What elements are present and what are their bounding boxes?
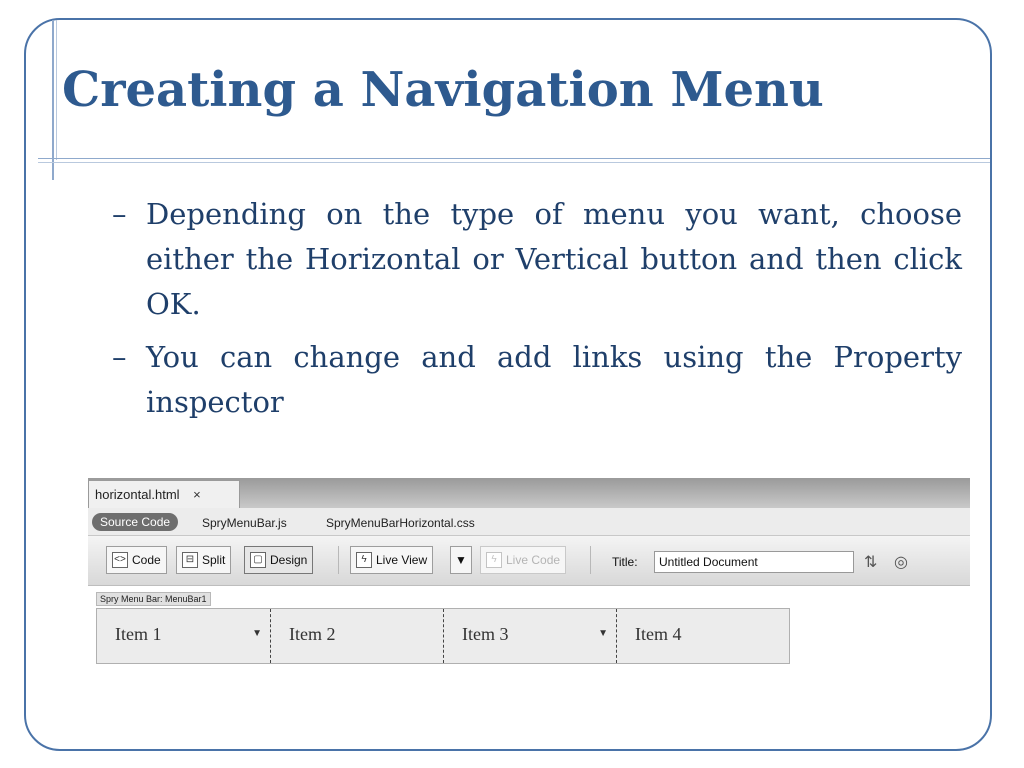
submenu-arrow-icon: ▼ — [598, 628, 608, 639]
document-tab[interactable] — [88, 480, 240, 508]
close-icon[interactable]: × — [193, 487, 201, 502]
design-view-button[interactable] — [244, 546, 313, 574]
spry-widget-label[interactable]: Spry Menu Bar: MenuBar1 — [96, 592, 211, 606]
toolbar-separator — [338, 546, 339, 574]
design-view-label: Design — [270, 553, 308, 567]
bullet-dash: – — [112, 340, 127, 374]
menu-item-label: Item 2 — [289, 624, 336, 644]
document-toolbar — [88, 536, 970, 586]
split-view-button[interactable] — [176, 546, 231, 574]
live-view-label: Live View — [376, 553, 428, 567]
toolbar-separator — [590, 546, 591, 574]
decor-vertical-line — [52, 20, 54, 180]
bullet-dash: – — [112, 197, 127, 231]
design-icon: ▢ — [250, 552, 266, 568]
live-view-dropdown[interactable] — [450, 546, 472, 574]
submenu-arrow-icon: ▼ — [252, 628, 262, 639]
related-file-link[interactable]: SpryMenuBarHorizontal.css — [326, 516, 475, 530]
menu-item[interactable] — [270, 609, 443, 663]
slide-title: Creating a Navigation Menu — [62, 62, 824, 118]
document-tab-label: horizontal.html — [95, 487, 180, 502]
code-icon: <> — [112, 552, 128, 568]
bullet-list — [112, 192, 962, 433]
bullet-item — [112, 192, 962, 327]
bullet-item — [112, 335, 962, 425]
menu-item-label: Item 1 — [115, 624, 162, 644]
related-file-link[interactable]: SpryMenuBar.js — [202, 516, 287, 530]
menu-item[interactable] — [97, 609, 270, 663]
spry-menu-bar — [96, 608, 790, 664]
live-code-icon: ϟ — [486, 552, 502, 568]
code-view-button[interactable] — [106, 546, 167, 574]
live-code-button[interactable] — [480, 546, 566, 574]
menu-item-label: Item 3 — [462, 624, 509, 644]
document-tab-bar — [88, 478, 970, 508]
file-management-icon[interactable]: ⇅ — [864, 554, 878, 571]
split-icon: ⊟ — [182, 552, 198, 568]
bullet-text: Depending on the type of menu you want, choose either the Horizontal or Vertical button and then click OK. — [146, 197, 962, 321]
related-files-bar — [88, 508, 970, 536]
source-code-button[interactable]: Source Code — [92, 513, 178, 531]
preview-browser-icon[interactable]: ◎ — [894, 554, 908, 571]
decor-vertical-line-thin — [56, 20, 57, 160]
title-input[interactable] — [654, 551, 854, 573]
menu-item-label: Item 4 — [635, 624, 682, 644]
dropdown-arrow-icon: ▼ — [455, 553, 467, 567]
live-code-label: Live Code — [506, 553, 561, 567]
split-view-label: Split — [202, 553, 226, 567]
bullet-text: You can change and add links using the Property inspector — [146, 340, 962, 419]
live-view-icon: ϟ — [356, 552, 372, 568]
decor-horizontal-line-thin — [38, 162, 990, 163]
decor-horizontal-line — [38, 158, 990, 159]
title-label: Title: — [612, 555, 638, 569]
code-view-label: Code — [132, 553, 161, 567]
dreamweaver-screenshot — [88, 478, 970, 666]
menu-item[interactable] — [616, 609, 789, 663]
live-view-button[interactable] — [350, 546, 433, 574]
menu-item[interactable] — [443, 609, 616, 663]
